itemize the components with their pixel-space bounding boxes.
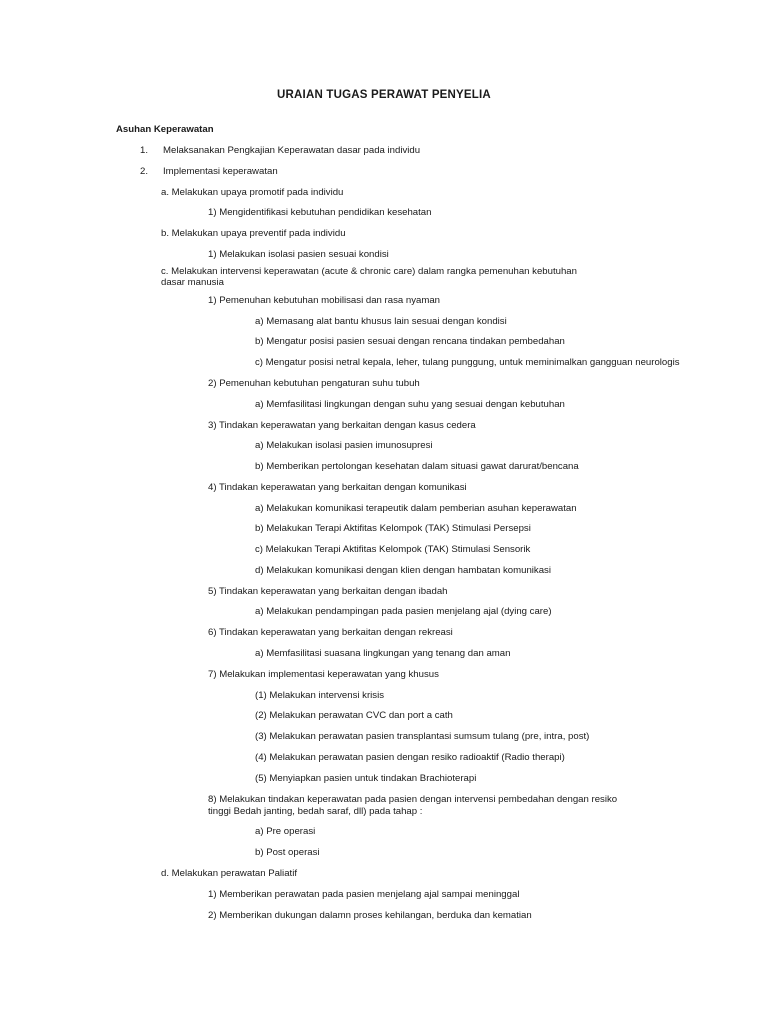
list-item: a. Melakukan upaya promotif pada individu [161,187,344,198]
item-text: Melaksanakan Pengkajian Keperawatan dasar pada individu [163,145,421,156]
list-item: dasar manusia [161,277,224,288]
list-item: 2) Memberikan dukungan dalamn proses kehilangan, berduka dan kematian [208,910,532,921]
list-item: c) Mengatur posisi netral kepala, leher, tulang punggung, untuk meminimalkan gangguan neurologis [255,357,680,368]
list-item: a) Memfasilitasi suasana lingkungan yang tenang dan aman [255,648,511,659]
list-item: b) Memberikan pertolongan kesehatan dalam situasi gawat darurat/bencana [255,461,579,472]
list-item: a) Memfasilitasi lingkungan dengan suhu yang sesuai dengan kebutuhan [255,399,565,410]
list-item: (5) Menyiapkan pasien untuk tindakan Brachioterapi [255,773,477,784]
list-item: a) Melakukan komunikasi terapeutik dalam pemberian asuhan keperawatan [255,503,577,514]
list-item: b) Post operasi [255,847,320,858]
list-item: 2) Pemenuhan kebutuhan pengaturan suhu tubuh [208,378,420,389]
list-item: 1) Memberikan perawatan pada pasien menjelang ajal sampai meninggal [208,889,520,900]
list-item: 5) Tindakan keperawatan yang berkaitan dengan ibadah [208,586,448,597]
list-item: (3) Melakukan perawatan pasien transplantasi sumsum tulang (pre, intra, post) [255,731,590,742]
list-item: b) Melakukan Terapi Aktifitas Kelompok (TAK) Stimulasi Persepsi [255,523,531,534]
list-item: (2) Melakukan perawatan CVC dan port a cath [255,710,453,721]
list-item: a) Pre operasi [255,826,316,837]
list-item: 7) Melakukan implementasi keperawatan yang khusus [208,669,439,680]
list-item: 1) Pemenuhan kebutuhan mobilisasi dan rasa nyaman [208,295,440,306]
list-item: (4) Melakukan perawatan pasien dengan resiko radioaktif (Radio therapi) [255,752,565,763]
list-item: 1) Mengidentifikasi kebutuhan pendidikan kesehatan [208,207,432,218]
list-item: b) Mengatur posisi pasien sesuai dengan rencana tindakan pembedahan [255,336,565,347]
list-item: d. Melakukan perawatan Paliatif [161,868,297,879]
list-item: a) Melakukan pendampingan pada pasien menjelang ajal (dying care) [255,606,552,617]
list-item: c) Melakukan Terapi Aktifitas Kelompok (TAK) Stimulasi Sensorik [255,544,531,555]
list-item: 6) Tindakan keperawatan yang berkaitan dengan rekreasi [208,627,453,638]
item-text: Implementasi keperawatan [163,166,278,177]
section-heading: Asuhan Keperawatan [116,124,214,135]
document-title: URAIAN TUGAS PERAWAT PENYELIA [277,89,491,101]
list-item: d) Melakukan komunikasi dengan klien dengan hambatan komunikasi [255,565,551,576]
item-number: 2. [140,166,149,177]
list-item: 4) Tindakan keperawatan yang berkaitan dengan komunikasi [208,482,467,493]
list-item: tinggi Bedah janting, bedah saraf, dll) pada tahap : [208,806,423,817]
list-item: 1) Melakukan isolasi pasien sesuai kondisi [208,249,389,260]
item-number: 1. [140,145,149,156]
list-item: a) Melakukan isolasi pasien imunosupresi [255,440,433,451]
list-item: (1) Melakukan intervensi krisis [255,690,385,701]
list-item: b. Melakukan upaya preventif pada individu [161,228,346,239]
list-item: 3) Tindakan keperawatan yang berkaitan dengan kasus cedera [208,420,476,431]
list-item: 8) Melakukan tindakan keperawatan pada pasien dengan intervensi pembedahan dengan resiko [208,794,618,805]
list-item: a) Memasang alat bantu khusus lain sesuai dengan kondisi [255,316,507,327]
list-item: c. Melakukan intervensi keperawatan (acute & chronic care) dalam rangka pemenuhan kebutuhan [161,266,577,277]
